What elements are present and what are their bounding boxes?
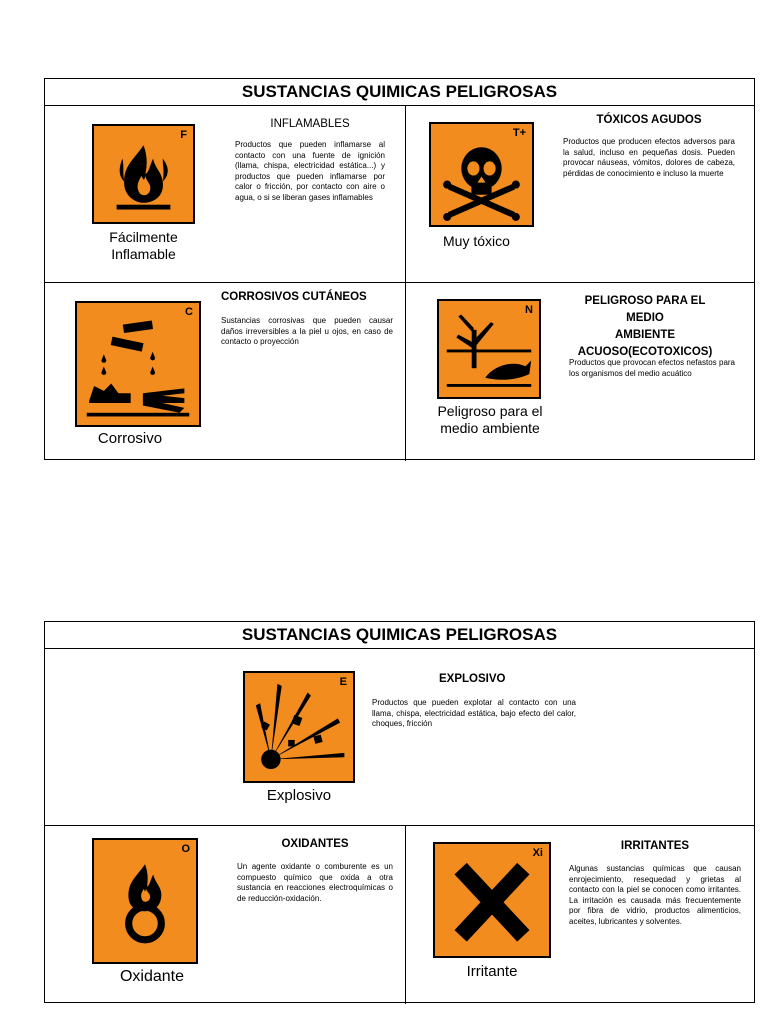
cell-corrosive bbox=[45, 283, 406, 461]
explosive-heading: EXPLOSIVO bbox=[439, 673, 506, 685]
toxic-caption: Muy tóxico bbox=[443, 233, 510, 249]
irritant-heading: IRRITANTES bbox=[620, 840, 690, 852]
caption-line: Peligroso para el bbox=[437, 403, 543, 419]
sign-letter: Xi bbox=[532, 847, 543, 859]
explosive-description: Productos que pueden explotar al contacto con una llama, chispa, electricidad estática, bajo efecto del calor, choques, fricción bbox=[372, 698, 576, 728]
heading-line: ACUOSO(ECOTOXICOS) bbox=[577, 346, 713, 358]
irritant-caption: Irritante bbox=[466, 963, 518, 980]
corrosive-heading: CORROSIVOS CUTÁNEOS bbox=[221, 291, 367, 303]
cell-irritant bbox=[405, 826, 754, 1004]
corrosive-description: Sustancias corrosivas que pueden causar daños irreversibles a la piel u ojos, en caso de contacto o proyección bbox=[221, 316, 393, 346]
environment-description: Productos que provocan efectos nefastos para los organismos del medio acuático bbox=[569, 358, 735, 378]
flame-icon bbox=[94, 126, 193, 222]
environment-heading bbox=[565, 293, 725, 361]
sheet-title: SUSTANCIAS QUIMICAS PELIGROSAS bbox=[45, 622, 754, 649]
flammable-heading: INFLAMABLES bbox=[270, 118, 350, 130]
corrosive-caption: Corrosivo bbox=[97, 430, 163, 447]
row-2 bbox=[45, 283, 754, 461]
oxidizing-description: Un agente oxidante o comburente es un compuesto químico que oxida a otra sustancia en reacciones electroquímicas o de reducción-oxidación. bbox=[237, 862, 393, 903]
sign-letter: E bbox=[339, 676, 347, 688]
irritant-sign bbox=[433, 842, 551, 958]
toxic-sign bbox=[429, 122, 534, 227]
cell-flammable bbox=[45, 106, 406, 282]
environment-caption bbox=[425, 403, 555, 437]
cell-explosive bbox=[45, 649, 754, 825]
irritant-description: Algunas sustancias químicas que causan enrojecimiento, resequedad y grietas al contacto con la piel se conocen como irritantes. La irritación es causada más frecuentemente por fibra de vidrio, productos alimenticios, aceites, lubricantes y solventes. bbox=[569, 864, 741, 926]
caption-line: Inflamable bbox=[111, 246, 176, 262]
corrosive-sign bbox=[75, 301, 201, 427]
explosive-sign bbox=[243, 671, 355, 783]
hazard-sheet-1 bbox=[44, 78, 755, 460]
sheet-title: SUSTANCIAS QUIMICAS PELIGROSAS bbox=[45, 79, 754, 106]
caption-line: medio ambiente bbox=[440, 420, 540, 436]
dead-tree-fish-icon bbox=[439, 301, 539, 397]
sign-letter: F bbox=[180, 129, 187, 141]
sign-letter: C bbox=[185, 306, 193, 318]
row-3 bbox=[45, 826, 754, 1004]
heading-line: PELIGROSO PARA EL MEDIO bbox=[584, 295, 706, 324]
hazard-sheet-2 bbox=[44, 621, 755, 1003]
oxidizing-heading: OXIDANTES bbox=[281, 838, 349, 850]
oxidizing-caption: Oxidante bbox=[119, 968, 185, 985]
sign-letter: N bbox=[525, 304, 533, 316]
flammable-sign bbox=[92, 124, 195, 224]
flame-over-circle-icon bbox=[94, 840, 196, 962]
environment-sign bbox=[437, 299, 541, 399]
caption-line: Fácilmente bbox=[109, 229, 178, 245]
flammable-caption bbox=[75, 229, 212, 263]
skull-crossbones-icon bbox=[431, 124, 532, 225]
cell-oxidizing bbox=[45, 826, 406, 1004]
oxidizing-sign bbox=[92, 838, 198, 964]
sign-letter: O bbox=[181, 843, 190, 855]
corrosion-icon bbox=[77, 303, 199, 425]
sign-letter: T+ bbox=[512, 127, 526, 139]
cell-environment bbox=[405, 283, 754, 461]
row-explosive bbox=[45, 649, 754, 826]
row-1 bbox=[45, 106, 754, 283]
flammable-description: Productos que pueden inflamarse al contacto con una fuente de ignición (llama, chispa, electricidad estática...) y productos que pueden inflamarse por calor o fricción, por contacto con aire o agua, o si se liberan gases inflamables bbox=[235, 140, 385, 202]
explosive-caption: Explosivo bbox=[266, 787, 332, 804]
x-cross-icon bbox=[435, 844, 549, 956]
toxic-description: Productos que producen efectos adversos para la salud, incluso en pequeñas dosis. Pueden provocar náuseas, vómitos, dolores de cabeza, pérdidas de conocimiento e incluso la muerte bbox=[563, 137, 735, 178]
toxic-heading: TÓXICOS AGUDOS bbox=[596, 114, 702, 126]
explosion-icon bbox=[245, 673, 353, 781]
heading-line: AMBIENTE bbox=[614, 329, 676, 341]
cell-toxic bbox=[405, 106, 754, 282]
